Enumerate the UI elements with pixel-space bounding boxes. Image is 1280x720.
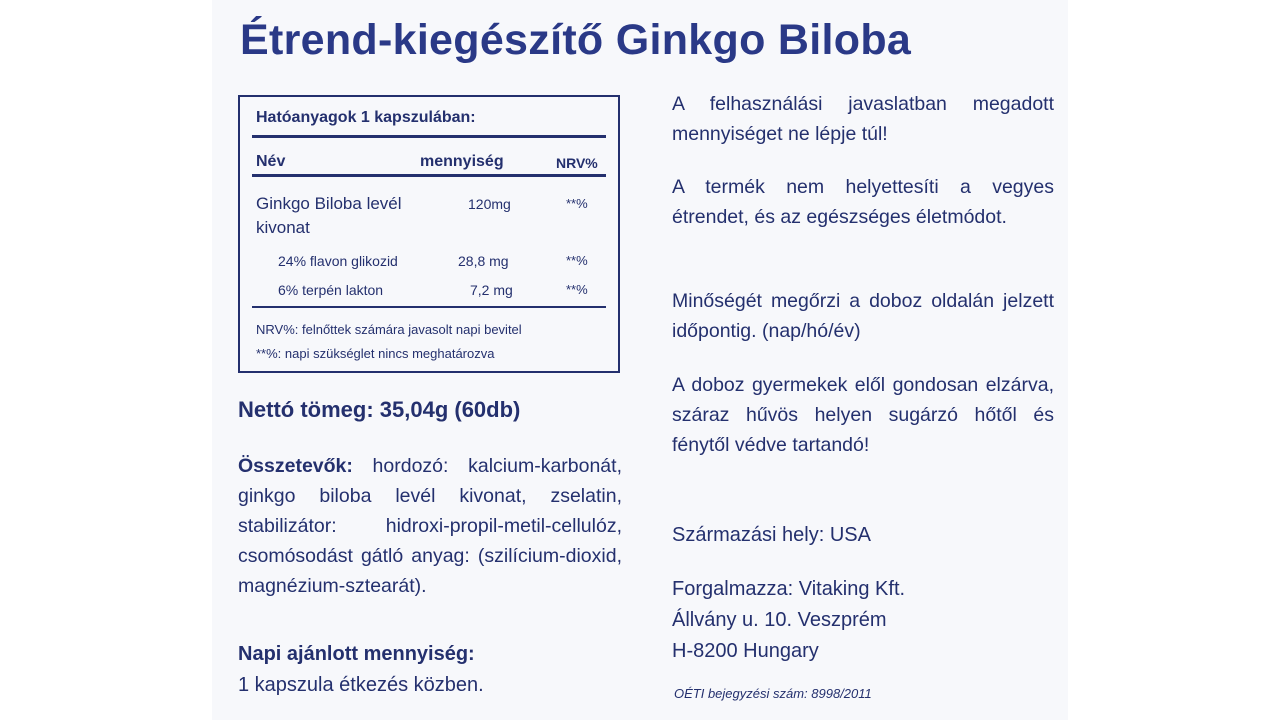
ingredient-name: 24% flavon glikozid: [278, 253, 398, 269]
origin: Származási hely: USA: [672, 524, 871, 546]
storage-note: A doboz gyermekek elől gondosan elzárva, száraz hűvös helyen sugárzó hőtől és fénytől védve tartandó!: [672, 374, 1054, 456]
best-before-note: Minőségét megőrzi a doboz oldalán jelzett időpontig. (nap/hó/év): [672, 290, 1054, 342]
ingredients-paragraph: [238, 451, 622, 601]
ingredient-name: Ginkgo Biloba levél kivonat: [256, 194, 402, 237]
ingredient-nrv: **%: [566, 282, 588, 297]
ingredient-nrv: **%: [566, 253, 588, 268]
registration-number: OÉTI bejegyzési szám: 8998/2011: [674, 686, 872, 701]
ingredient-name: 6% terpén lakton: [278, 282, 384, 298]
column-header-amount: mennyiség: [420, 153, 504, 170]
distributor-name: Forgalmazza: Vitaking Kft.: [672, 578, 906, 600]
nutrition-heading: Hatóanyagok 1 kapszulában:: [256, 109, 476, 126]
daily-dose-heading: Napi ajánlott mennyiség:: [238, 643, 475, 665]
footnote-unknown: **%: napi szükséglet nincs meghatározva: [256, 346, 495, 361]
product-title: Étrend-kiegészítő Ginkgo Biloba: [240, 16, 912, 64]
ingredients-label: Összetevők:: [238, 455, 353, 477]
table-rule: [252, 306, 606, 308]
ingredient-amount: 7,2 mg: [470, 282, 513, 298]
ingredient-nrv: **%: [566, 196, 588, 211]
column-header-name: Név: [256, 153, 286, 170]
warning-dosage: A felhasználási javaslatban megadott mennyiséget ne lépje túl!: [672, 93, 1054, 145]
ingredients-text: hordozó: kalcium-karbonát, ginkgo biloba levél kivonat, zselatin, stabilizátor: hidroxi-propil-metil-cellulóz, csomósodást gátló anyag: (szilícium-dioxid, magnézium-sztearát).: [238, 455, 622, 597]
daily-dose-text: 1 kapszula étkezés közben.: [238, 674, 484, 696]
distributor-address: Állvány u. 10. Veszprém: [672, 609, 887, 631]
nutrition-table: [238, 95, 620, 373]
warning-diet: A termék nem helyettesíti a vegyes étrendet, és az egészséges életmódot.: [672, 176, 1054, 228]
ingredient-amount: 28,8 mg: [458, 253, 509, 269]
ingredient-amount: 120mg: [468, 196, 511, 212]
net-weight: Nettó tömeg: 35,04g (60db): [238, 397, 521, 422]
column-header-nrv: NRV%: [556, 155, 598, 171]
distributor-country: H-8200 Hungary: [672, 640, 819, 662]
table-rule: [252, 135, 606, 138]
footnote-nrv: NRV%: felnőttek számára javasolt napi bevitel: [256, 322, 522, 337]
table-rule: [252, 174, 606, 177]
